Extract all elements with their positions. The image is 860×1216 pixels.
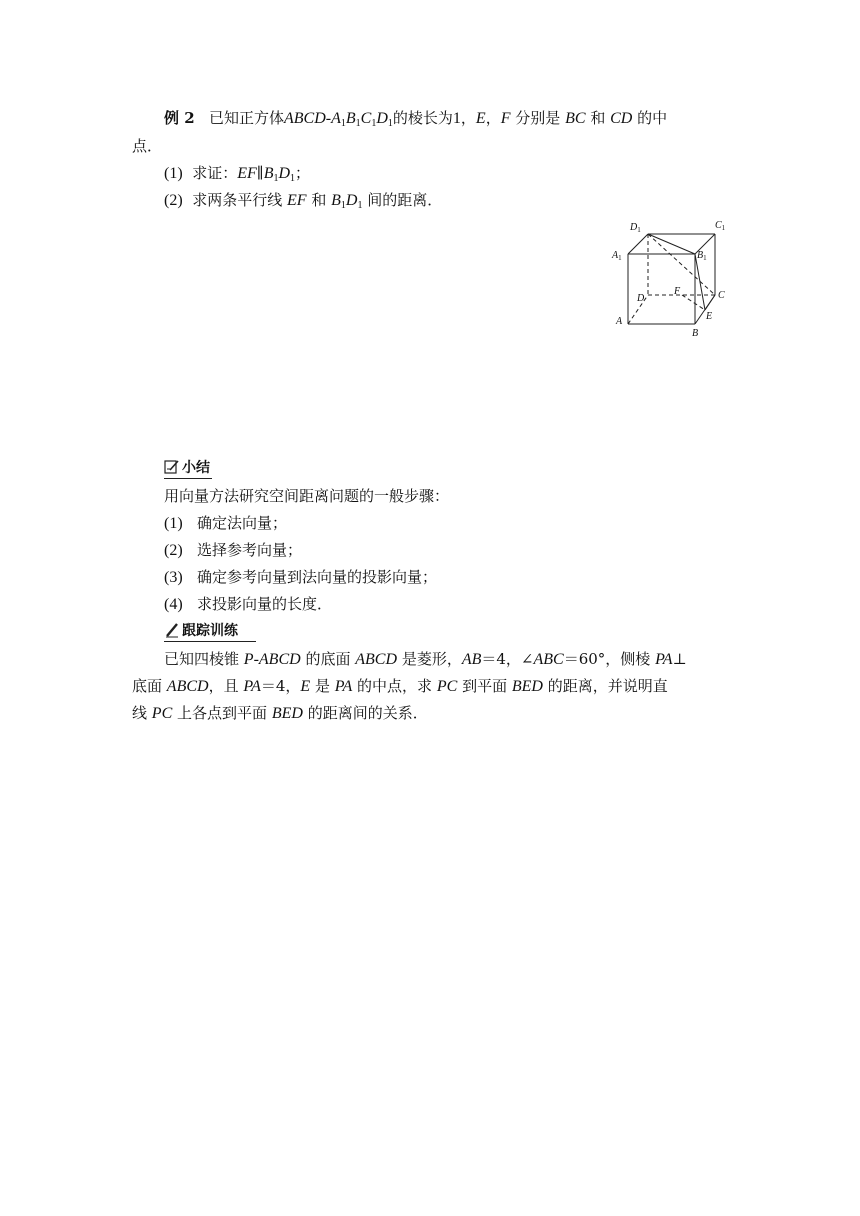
step-text: 求投影向量的长度．	[196, 595, 332, 613]
text: ；	[295, 164, 311, 182]
question-1	[164, 163, 310, 189]
text: ＝4，∠	[481, 650, 534, 668]
label-A1: $A_1$	[612, 250, 622, 262]
practice-line-3	[132, 703, 428, 724]
question-2	[164, 190, 442, 216]
math: B	[331, 192, 341, 209]
math: B	[263, 165, 274, 182]
text: 的中点，求	[357, 677, 433, 695]
step-number: (4)	[164, 596, 183, 613]
math: PA	[334, 678, 353, 695]
step-number: (2)	[164, 542, 183, 559]
step-number: (3)	[164, 569, 183, 586]
hidden-segment-F-E	[682, 295, 705, 310]
text: 是菱形，	[401, 650, 462, 668]
text: 求两条平行线	[192, 191, 283, 209]
math: D	[278, 165, 291, 182]
text: 上各点到平面	[177, 704, 268, 722]
summary-step-3	[164, 567, 437, 588]
example-label: 例 2	[164, 109, 195, 127]
cube-figure	[608, 216, 738, 346]
math: CD	[610, 110, 633, 127]
text: 间的距离．	[367, 191, 443, 209]
step-text: 确定法向量；	[196, 514, 287, 532]
example-line-1	[164, 108, 667, 134]
text: 的棱长为	[392, 109, 453, 127]
pencil-icon	[164, 622, 180, 643]
label-A: A	[616, 316, 623, 327]
subscript: 1	[387, 118, 393, 129]
question-number: (1)	[164, 165, 183, 182]
segment-D1-B1	[648, 234, 695, 254]
math: B	[345, 110, 356, 127]
math: EF	[237, 165, 257, 182]
math: EF	[287, 192, 307, 209]
text: 是	[314, 677, 330, 695]
summary-intro	[164, 486, 449, 506]
text: 点．	[132, 137, 163, 155]
number: 1	[452, 110, 461, 127]
math: D	[345, 192, 358, 209]
segment-E-C	[705, 295, 715, 310]
math: ABCD-A	[284, 110, 341, 127]
label-C1: $C_1$	[715, 220, 726, 232]
math: PC	[151, 705, 173, 722]
text: 的距离间的关系．	[307, 704, 428, 722]
math: PC	[436, 678, 458, 695]
label-B1: $B_1$	[697, 250, 707, 262]
math: AB	[461, 651, 482, 668]
subscript: 1	[290, 173, 296, 184]
hidden-segment-D1-C	[648, 234, 715, 295]
step-number: (1)	[164, 515, 183, 532]
text: 已知四棱锥	[164, 650, 240, 668]
text: 用向量方法研究空间距离问题的一般步骤：	[164, 487, 450, 505]
step-text: 确定参考向量到法向量的投影向量；	[196, 568, 437, 586]
text: 分别是	[515, 109, 561, 127]
text: 和	[590, 109, 606, 127]
subscript: 1	[273, 173, 279, 184]
text: 的底面	[305, 650, 351, 668]
question-number: (2)	[164, 192, 183, 209]
math: E	[300, 678, 311, 695]
text: 线	[132, 704, 148, 722]
text: ，且	[208, 677, 239, 695]
summary-heading	[164, 459, 210, 480]
label-C: C	[718, 290, 725, 301]
subscript: 1	[340, 200, 346, 211]
practice-heading	[164, 622, 238, 643]
summary-step-1	[164, 513, 287, 534]
subscript: 1	[355, 118, 361, 129]
text: 求证：	[192, 164, 238, 182]
label-D1: $D_1$	[630, 222, 641, 234]
subscript: 1	[340, 118, 346, 129]
text: 底面	[132, 677, 163, 695]
math: BED	[271, 705, 303, 722]
math: BED	[511, 678, 543, 695]
text: 已知正方体	[208, 109, 284, 127]
math: BC	[565, 110, 586, 127]
label-F: F	[674, 286, 681, 297]
label-E: E	[706, 311, 713, 322]
label-D: D	[637, 293, 645, 304]
math: ABC	[533, 651, 564, 668]
parallel-symbol: ∥	[256, 164, 264, 182]
text: ，	[460, 109, 476, 127]
summary-step-2	[164, 540, 302, 561]
math: E	[475, 110, 486, 127]
text: ＝4，	[260, 677, 301, 695]
text: 的中	[637, 109, 668, 127]
edge-A1-D1	[628, 234, 648, 254]
math: C	[360, 110, 372, 127]
math: P-ABCD	[243, 651, 301, 668]
text: ⊥	[672, 650, 687, 668]
subscript: 1	[357, 200, 363, 211]
text: 的距离，并说明直	[547, 677, 668, 695]
text: 和	[311, 191, 327, 209]
practice-line-1	[164, 649, 687, 670]
math: D	[376, 110, 388, 127]
practice-line-2	[132, 676, 668, 697]
summary-step-4	[164, 594, 332, 615]
summary-underline	[164, 478, 212, 479]
text: ，	[485, 109, 501, 127]
math: PA	[655, 651, 673, 668]
text: 到平面	[462, 677, 508, 695]
math: ABCD	[166, 678, 209, 695]
example-line-2	[132, 136, 162, 156]
step-text: 选择参考向量；	[196, 541, 302, 559]
math: PA	[243, 678, 261, 695]
practice-underline	[164, 641, 256, 642]
practice-title: 跟踪训练	[182, 623, 238, 639]
label-B: B	[692, 328, 699, 339]
pencil-note-icon	[164, 459, 180, 480]
math: F	[500, 110, 511, 127]
summary-title: 小结	[182, 460, 210, 476]
text: ＝60°，侧棱	[563, 650, 651, 668]
math: ABCD	[355, 651, 398, 668]
subscript: 1	[371, 118, 377, 129]
